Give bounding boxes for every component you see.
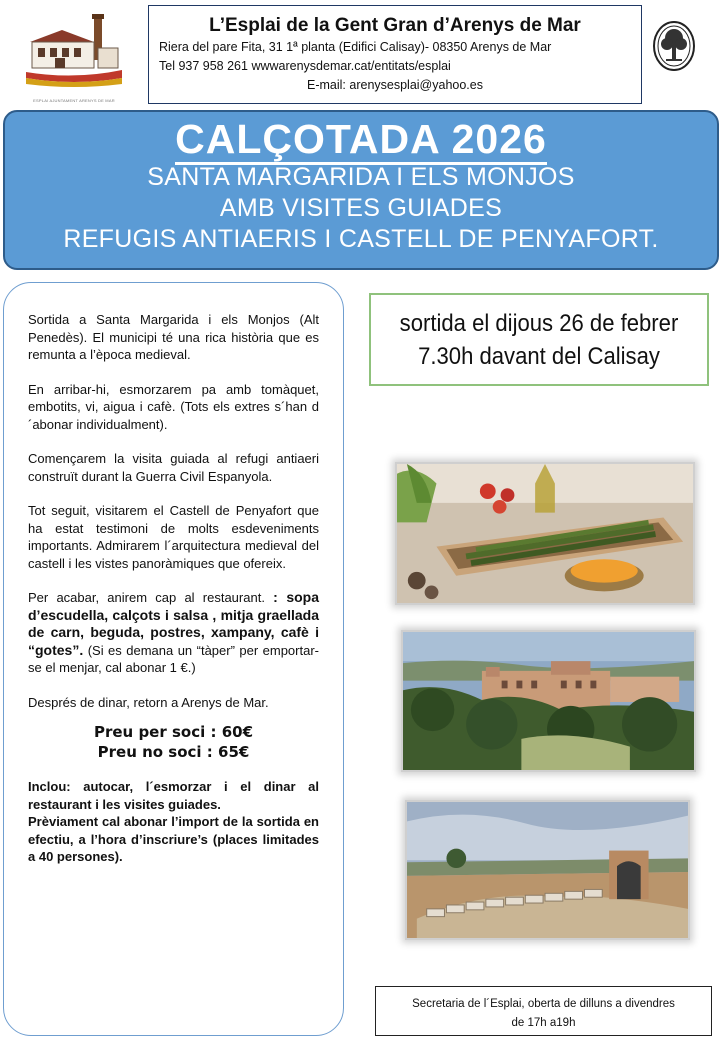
lunch-menu: : sopa d’escudella, calçots i salsa , mitja graellada de carn, beguda, postres, xampany, cafè i “gotes”. <box>28 589 319 658</box>
tree-emblem <box>652 20 696 72</box>
shelter-image-icon <box>407 802 688 938</box>
shelter-photo <box>405 800 690 940</box>
departure-date-box <box>369 293 709 386</box>
payment-paragraph: Prèviament cal abonar l’import de la sortida en efectiu, a l’hora d’inscriure’s (places limitades a 40 persones). <box>28 814 319 864</box>
email-line: E-mail: arenysesplai@yahoo.es <box>307 78 483 92</box>
organization-title: L’Esplai de la Gent Gran d’Arenys de Mar <box>209 15 581 36</box>
refuge-paragraph: Començarem la visita guiada al refugi antiaeri construït durant la Guerra Civil Espanyola. <box>28 451 319 484</box>
price-non-member: Preu no soci : 65€ <box>97 743 250 761</box>
logo-caption: ESPLAI AJUNTAMENT ARENYS DE MAR <box>33 98 115 103</box>
event-details-panel <box>3 282 344 1036</box>
esplai-logo <box>22 12 126 103</box>
prices <box>28 722 319 762</box>
secretary-hours-line1: Secretaria de l´Esplai, oberta de dilluns a divendres <box>412 998 675 1010</box>
event-title-text: CALÇOTADA 2026 <box>175 116 547 165</box>
event-title <box>5 116 717 162</box>
secretary-hours-line2: de 17h a19h <box>511 1017 576 1029</box>
building-logo-icon <box>22 12 126 92</box>
address-line: Riera del pare Fita, 31 1ª planta (Edifici Calisay)- 08350 Arenys de Mar <box>159 40 552 54</box>
banner-visits: AMB VISITES GUIADES <box>219 194 503 222</box>
castle-image-icon <box>403 632 694 770</box>
castle-paragraph: Tot seguit, visitarem el Castell de Penyafort que ha estat testimoni de molts esdeveniments importants. Admirarem l´arquitectura medieval del castell i les vistes panoràmiques que ofereix. <box>28 503 319 571</box>
phone-web-line: Tel 937 958 261 wwwarenysdemar.cat/entitats/esplai <box>159 59 451 73</box>
price-member: Preu per soci : 60€ <box>93 723 254 741</box>
banner-sites: REFUGIS ANTIAERIS I CASTELL DE PENYAFORT. <box>63 225 659 253</box>
castle-photo <box>401 630 696 772</box>
intro-paragraph: Sortida a Santa Margarida i els Monjos (Alt Penedès). El municipi té una rica història que es remunta a l’època medieval. <box>28 312 319 362</box>
header-contact-box <box>148 5 642 104</box>
departure-date: sortida el dijous 26 de febrer <box>399 310 679 337</box>
return-paragraph: Després de dinar, retorn a Arenys de Mar. <box>28 694 269 710</box>
lunch-prefix: Per acabar, anirem cap al restaurant. <box>28 590 274 605</box>
lunch-suffix: (Si es demana un “tàper” per emportar-se el menjar, cal abonar 1 €.) <box>28 642 319 675</box>
calcots-photo <box>395 462 695 605</box>
lunch-paragraph <box>28 589 319 677</box>
secretary-hours-box <box>375 986 712 1036</box>
includes-paragraph: Inclou: autocar, l´esmorzar i el dinar al restaurant i les visites guiades. <box>28 779 319 812</box>
event-banner <box>3 110 719 270</box>
departure-meeting-point: 7.30h davant del Calisay <box>418 343 660 370</box>
calcots-image-icon <box>397 464 693 603</box>
banner-location: SANTA MARGARIDA I ELS MONJOS <box>147 163 575 191</box>
tree-emblem-icon <box>652 20 696 72</box>
breakfast-paragraph: En arribar-hi, esmorzarem pa amb tomàquet, embotits, vi, aigua i cafè. (Tots els extres s´han d´abonar individualment). <box>28 381 319 432</box>
